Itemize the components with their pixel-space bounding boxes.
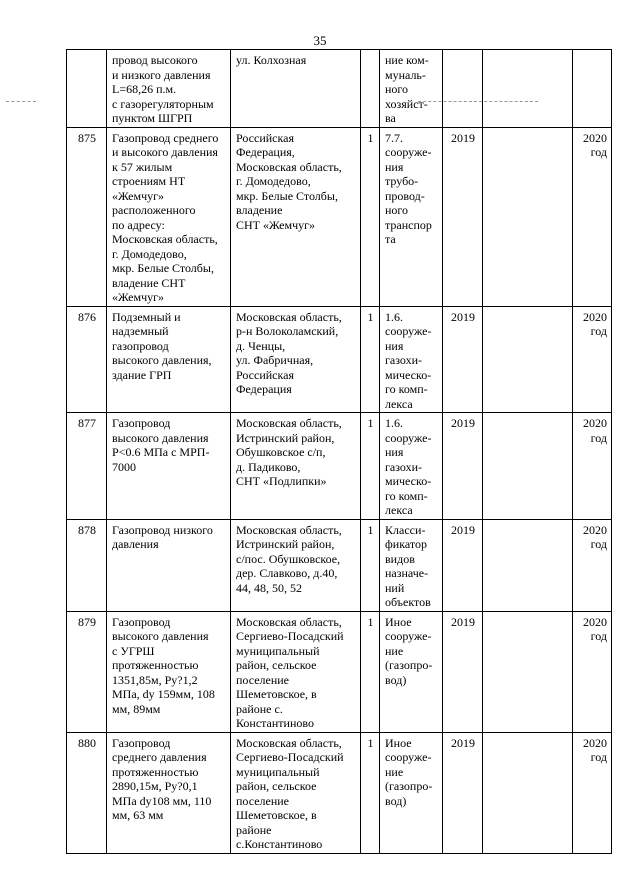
object-name: Подземный и надземный газопровод высокого давления, здание ГРП — [107, 306, 231, 413]
object-name: Газопровод среднего давления протяженностью 2890,15м, Ру?0,1 МПа dy108 мм, 110 мм, 63 мм — [107, 732, 231, 853]
table-row — [67, 50, 612, 128]
object-deadline: 2020 год — [573, 127, 612, 306]
object-year: 2019 — [443, 413, 483, 520]
table-row — [67, 519, 612, 611]
object-category: Иное сооруже- ние (газопро- вод) — [380, 732, 443, 853]
object-quantity: 1 — [361, 611, 380, 732]
object-category: 7.7. сооруже- ния трубо- провод- ного транспор та — [380, 127, 443, 306]
table-row — [67, 732, 612, 853]
object-quantity: 1 — [361, 127, 380, 306]
object-document — [483, 732, 573, 853]
object-deadline: 2020 год — [573, 413, 612, 520]
object-name: Газопровод среднего и высокого давления к 57 жилым строениям НТ «Жемчуг» расположенного по адресу: Московская область, г. Домодедово, мкр. Белые Столбы, владение СНТ «Жемчуг» — [107, 127, 231, 306]
object-document — [483, 127, 573, 306]
table-row — [67, 413, 612, 520]
object-category: Класси- фикатор видов назначе- ний объектов — [380, 519, 443, 611]
table-row — [67, 611, 612, 732]
object-name: Газопровод высокого давления Р<0.6 МПа с МРП- 7000 — [107, 413, 231, 520]
object-year: 2019 — [443, 732, 483, 853]
row-number: 879 — [67, 611, 107, 732]
object-deadline: 2020 год — [573, 611, 612, 732]
row-number — [67, 50, 107, 128]
row-number: 877 — [67, 413, 107, 520]
object-year: 2019 — [443, 519, 483, 611]
object-address: Московская область, Истринский район, с/пос. Обушковское, дер. Славково, д.40, 44, 48, 50, 52 — [231, 519, 361, 611]
object-name: провод высокого и низкого давления L=68,26 п.м. с газорегуляторным пунктом ШГРП — [107, 50, 231, 128]
object-category: 1.6. сооруже- ния газохи- мическо- го комп- лекса — [380, 413, 443, 520]
object-address: Московская область, р-н Волоколамский, д. Ченцы, ул. Фабричная, Российская Федерация — [231, 306, 361, 413]
object-deadline: 2020 год — [573, 306, 612, 413]
row-number: 875 — [67, 127, 107, 306]
object-address: Московская область, Истринский район, Обушковское с/п, д. Падиково, СНТ «Подлипки» — [231, 413, 361, 520]
row-number: 876 — [67, 306, 107, 413]
object-year: 2019 — [443, 306, 483, 413]
object-quantity: 1 — [361, 519, 380, 611]
object-category: ние ком- муналь- ного хозяйст- ва — [380, 50, 443, 128]
page-number: 35 — [313, 33, 327, 48]
object-year — [443, 50, 483, 128]
object-address: Московская область, Сергиево-Посадский муниципальный район, сельское поселение Шеметовское, в районе с. Константиново — [231, 611, 361, 732]
object-document — [483, 611, 573, 732]
object-deadline: 2020 год — [573, 519, 612, 611]
row-number: 878 — [67, 519, 107, 611]
table-row — [67, 306, 612, 413]
object-document — [483, 306, 573, 413]
table-row — [67, 127, 612, 306]
register-table — [66, 49, 612, 854]
row-number: 880 — [67, 732, 107, 853]
object-document — [483, 50, 573, 128]
object-quantity — [361, 50, 380, 128]
object-address: Московская область, Сергиево-Посадский муниципальный район, сельское поселение Шеметовское, в районе с.Константиново — [231, 732, 361, 853]
object-address: Российская Федерация, Московская область, г. Домодедово, мкр. Белые Столбы, владение СНТ «Жемчуг» — [231, 127, 361, 306]
object-address: ул. Колхозная — [231, 50, 361, 128]
object-document — [483, 413, 573, 520]
object-name: Газопровод высокого давления с УГРШ протяженностью 1351,85м, Ру?1,2 МПа, dy 159мм, 108 мм, 89мм — [107, 611, 231, 732]
object-year: 2019 — [443, 611, 483, 732]
object-name: Газопровод низкого давления — [107, 519, 231, 611]
object-category: Иное сооруже- ние (газопро- вод) — [380, 611, 443, 732]
margin-dash-left — [6, 101, 36, 102]
object-quantity: 1 — [361, 306, 380, 413]
object-deadline — [573, 50, 612, 128]
object-quantity: 1 — [361, 413, 380, 520]
object-year: 2019 — [443, 127, 483, 306]
object-quantity: 1 — [361, 732, 380, 853]
object-deadline: 2020 год — [573, 732, 612, 853]
object-category: 1.6. сооруже- ния газохи- мическо- го комп- лекса — [380, 306, 443, 413]
object-document — [483, 519, 573, 611]
